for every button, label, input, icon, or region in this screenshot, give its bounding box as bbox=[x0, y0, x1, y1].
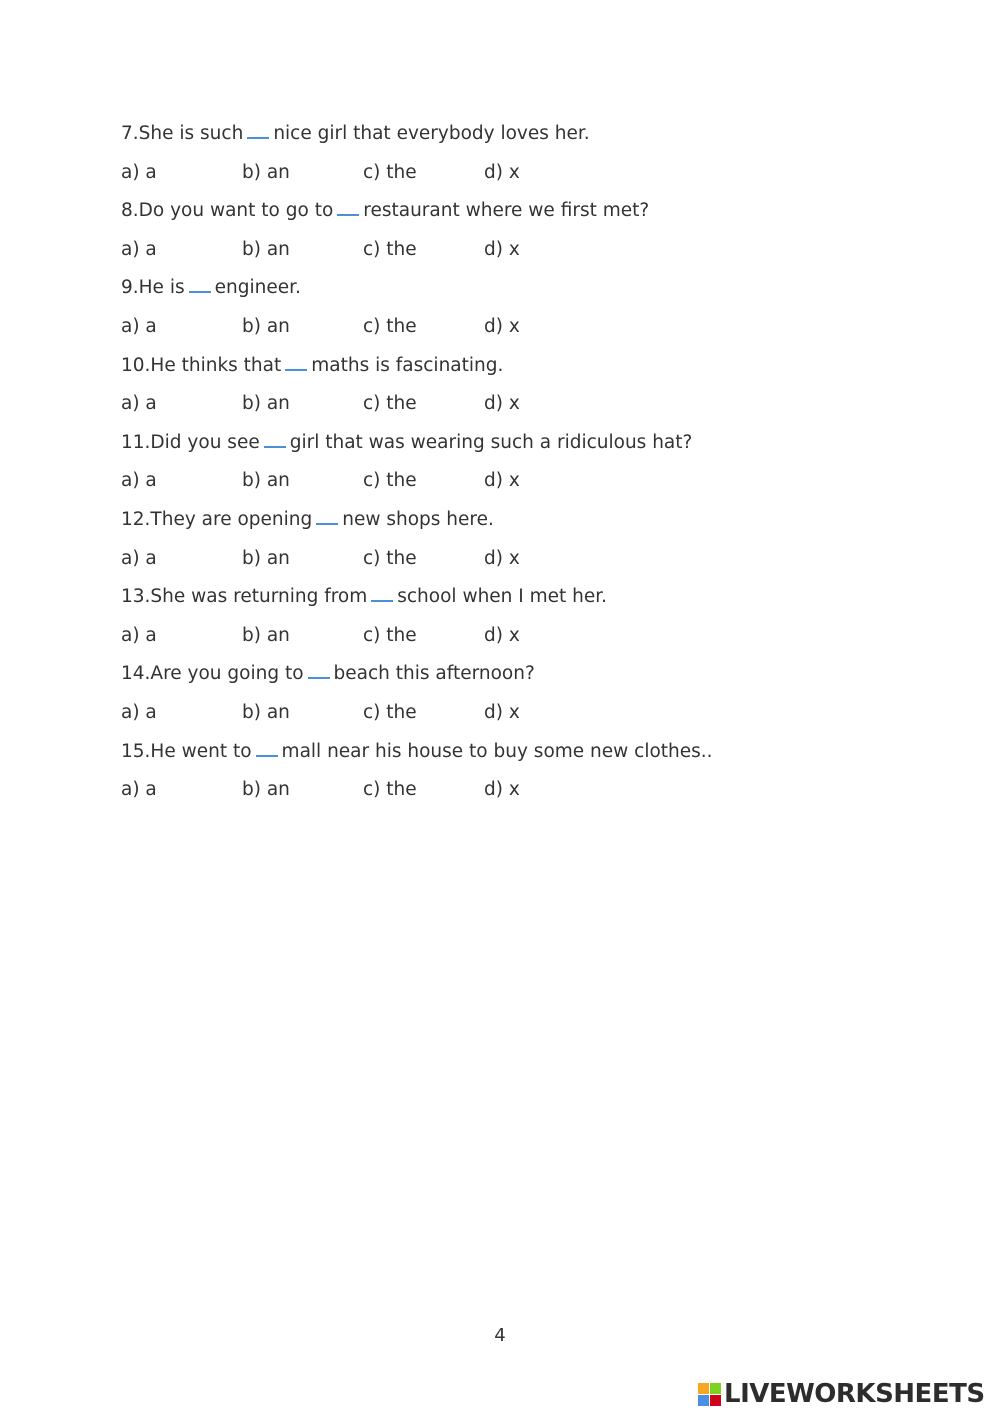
page-number: 4 bbox=[494, 1325, 506, 1346]
answer-option[interactable]: b) an bbox=[242, 470, 290, 492]
question-text bbox=[121, 660, 881, 699]
answer-option[interactable]: d) x bbox=[484, 238, 520, 260]
answer-option[interactable]: b) an bbox=[242, 624, 290, 646]
answer-option[interactable]: a) a bbox=[121, 393, 157, 415]
answer-options bbox=[121, 699, 881, 738]
question-text-after: beach this afternoon? bbox=[333, 663, 535, 685]
answer-option[interactable]: d) x bbox=[484, 624, 520, 646]
question-text bbox=[121, 352, 881, 391]
answer-option[interactable]: c) the bbox=[363, 238, 417, 260]
answer-option[interactable]: b) an bbox=[242, 315, 290, 337]
answer-option[interactable]: c) the bbox=[363, 315, 417, 337]
question-text-after: new shops here. bbox=[342, 508, 494, 530]
answer-option[interactable]: a) a bbox=[121, 161, 157, 183]
question-list bbox=[121, 120, 881, 815]
brand-text: LIVEWORKSHEETS bbox=[724, 1379, 985, 1409]
answer-option[interactable]: c) the bbox=[363, 701, 417, 723]
question-text-after: nice girl that everybody loves her. bbox=[273, 123, 590, 144]
question-text-before: 12.They are opening bbox=[121, 508, 313, 530]
answer-option[interactable]: d) x bbox=[484, 470, 520, 492]
answer-option[interactable]: d) x bbox=[484, 547, 520, 569]
answer-options bbox=[121, 545, 881, 584]
question-text bbox=[121, 274, 881, 313]
answer-option[interactable]: a) a bbox=[121, 547, 157, 569]
question-text-before: 9.He is bbox=[121, 277, 185, 299]
answer-option[interactable]: b) an bbox=[242, 547, 290, 569]
answer-option[interactable]: b) an bbox=[242, 238, 290, 260]
answer-option[interactable]: c) the bbox=[363, 161, 417, 183]
answer-options bbox=[121, 159, 881, 198]
answer-option[interactable]: d) x bbox=[484, 161, 520, 183]
answer-option[interactable]: a) a bbox=[121, 470, 157, 492]
answer-option[interactable]: a) a bbox=[121, 701, 157, 723]
question-text bbox=[121, 120, 881, 159]
logo-square bbox=[698, 1383, 709, 1394]
answer-option[interactable]: a) a bbox=[121, 238, 157, 260]
answer-options bbox=[121, 776, 881, 815]
answer-option[interactable]: a) a bbox=[121, 779, 157, 801]
liveworksheets-brand bbox=[698, 1380, 985, 1408]
answer-blank[interactable] bbox=[371, 586, 393, 602]
question-text-after: mall near his house to buy some new clothes.. bbox=[281, 740, 713, 762]
answer-option[interactable]: c) the bbox=[363, 624, 417, 646]
answer-option[interactable]: b) an bbox=[242, 701, 290, 723]
answer-blank[interactable] bbox=[264, 432, 286, 448]
answer-option[interactable]: c) the bbox=[363, 393, 417, 415]
answer-option[interactable]: b) an bbox=[242, 161, 290, 183]
answer-blank[interactable] bbox=[256, 741, 278, 757]
answer-options bbox=[121, 390, 881, 429]
answer-option[interactable]: b) an bbox=[242, 779, 290, 801]
question-text-before: 13.She was returning from bbox=[121, 586, 368, 608]
answer-options bbox=[121, 467, 881, 506]
question-text-before: 15.He went to bbox=[121, 740, 252, 762]
question-text-before: 14.Are you going to bbox=[121, 663, 304, 685]
answer-options bbox=[121, 313, 881, 352]
answer-options bbox=[121, 622, 881, 661]
answer-blank[interactable] bbox=[285, 355, 307, 371]
question-text bbox=[121, 738, 881, 777]
answer-blank[interactable] bbox=[189, 277, 211, 293]
answer-option[interactable]: d) x bbox=[484, 393, 520, 415]
answer-option[interactable]: d) x bbox=[484, 315, 520, 337]
logo-square bbox=[710, 1395, 721, 1406]
answer-options bbox=[121, 236, 881, 275]
question-text bbox=[121, 583, 881, 622]
question-text-before: 8.Do you want to go to bbox=[121, 200, 334, 222]
liveworksheets-logo-icon bbox=[698, 1383, 721, 1406]
question-text-after: girl that was wearing such a ridiculous hat? bbox=[289, 431, 693, 453]
question-text-before: 11.Did you see bbox=[121, 431, 260, 453]
answer-blank[interactable] bbox=[308, 663, 330, 679]
question-text-after: engineer. bbox=[214, 277, 301, 299]
answer-blank[interactable] bbox=[337, 200, 359, 216]
logo-square bbox=[698, 1395, 709, 1406]
answer-option[interactable]: c) the bbox=[363, 547, 417, 569]
answer-option[interactable]: c) the bbox=[363, 779, 417, 801]
answer-option[interactable]: a) a bbox=[121, 315, 157, 337]
question-text bbox=[121, 197, 881, 236]
answer-option[interactable]: d) x bbox=[484, 779, 520, 801]
logo-square bbox=[710, 1383, 721, 1394]
question-text-before: 7.She is such bbox=[121, 123, 244, 144]
answer-option[interactable]: c) the bbox=[363, 470, 417, 492]
answer-blank[interactable] bbox=[247, 123, 269, 139]
question-text-after: maths is fascinating. bbox=[311, 354, 504, 376]
question-text bbox=[121, 506, 881, 545]
answer-option[interactable]: a) a bbox=[121, 624, 157, 646]
answer-option[interactable]: b) an bbox=[242, 393, 290, 415]
question-text bbox=[121, 429, 881, 468]
question-text-after: restaurant where we first met? bbox=[363, 200, 650, 222]
answer-blank[interactable] bbox=[316, 509, 338, 525]
question-text-before: 10.He thinks that bbox=[121, 354, 282, 376]
question-text-after: school when I met her. bbox=[397, 586, 608, 608]
answer-option[interactable]: d) x bbox=[484, 701, 520, 723]
